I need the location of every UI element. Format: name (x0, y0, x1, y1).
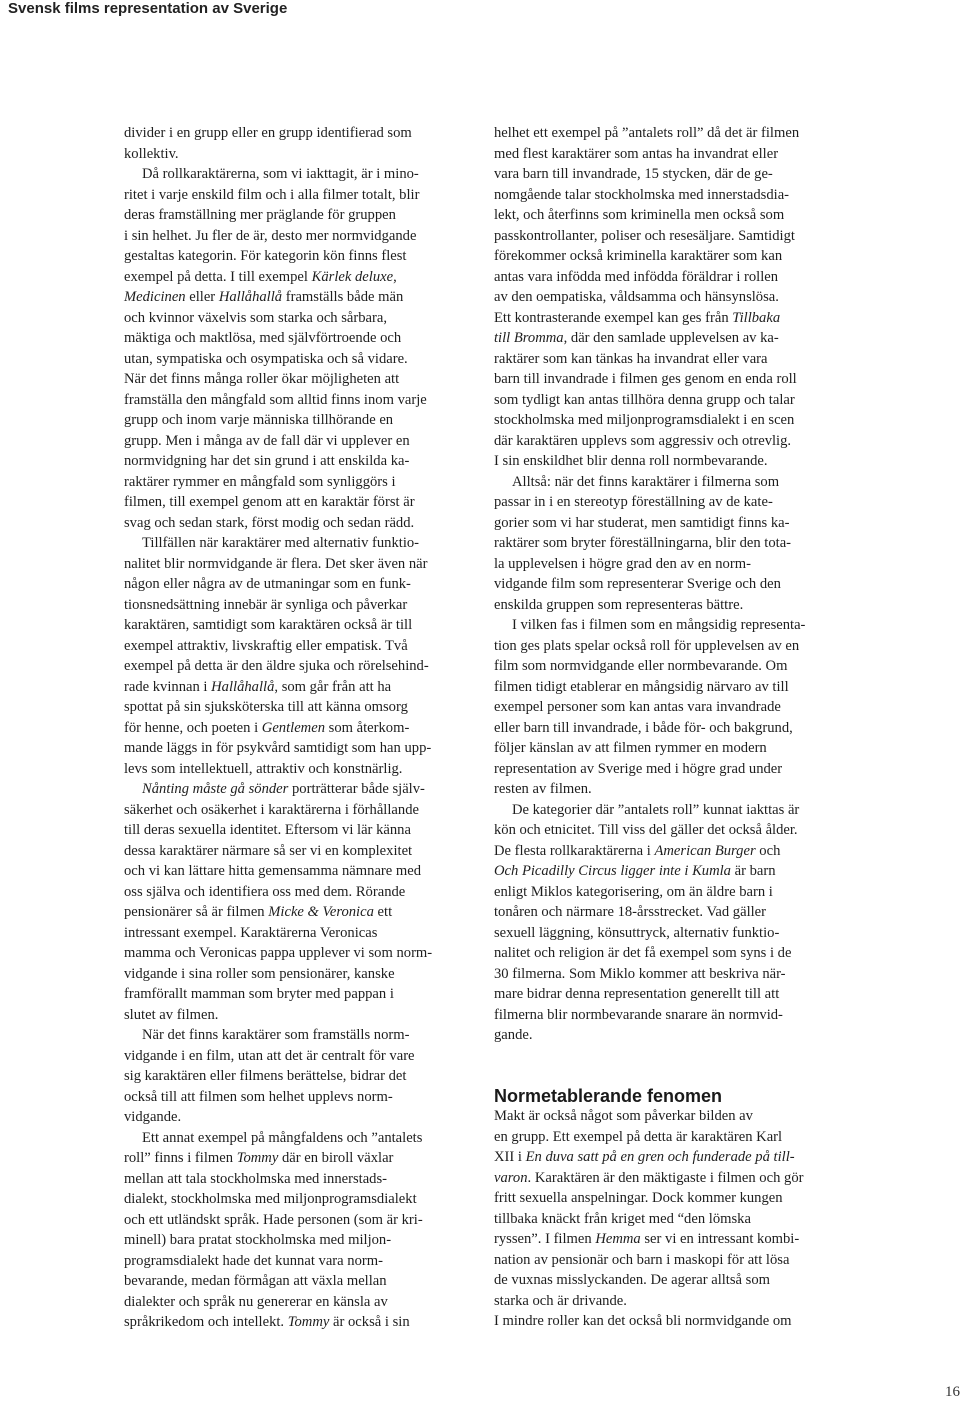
text-run: ritet i varje enskild film och i alla filmer totalt, blir (124, 186, 420, 203)
text-line (124, 800, 474, 821)
text-run: exempel attraktiv, livskraftig eller empatisk. Två (124, 637, 408, 654)
text-run: säkerhet och osäkerhet i karaktärerna i förhållande (124, 801, 419, 818)
text-line (494, 820, 844, 841)
film-title: Och Picadilly Circus ligger inte i Kumla (494, 863, 731, 879)
film-title: Medicinen (124, 289, 186, 305)
text-line (124, 1210, 474, 1231)
text-run: I sin enskildhet blir denna roll normbevarande. (494, 453, 768, 469)
text-line (494, 246, 844, 267)
text-run: kön och etnicitet. Till viss del gäller det också ålder. (494, 822, 798, 838)
text-line (494, 1127, 844, 1148)
text-line (494, 800, 844, 821)
text-line (494, 1005, 844, 1026)
text-run: språkrikedom och intellekt. (124, 1314, 288, 1330)
text-line (494, 164, 844, 185)
text-line (124, 513, 474, 534)
film-title: En duva satt på en gren och funderade på till- (525, 1149, 795, 1165)
text-run: filmerna blir normbevarande snarare än normvid- (494, 1006, 783, 1023)
text-run: intressant exempel. Karaktärerna Veronicas (124, 924, 378, 941)
text-line (494, 1229, 844, 1250)
text-run: en grupp. Ett exempel på detta är karaktären Karl (494, 1128, 783, 1145)
film-title: varon (494, 1169, 528, 1186)
text-run: nation av pensionär och barn i maskopi för att lösa (494, 1251, 790, 1268)
text-run: Makt är också något som påverkar bilden av (494, 1108, 753, 1124)
text-run: slutet av filmen. (124, 1006, 219, 1023)
text-line (124, 390, 474, 411)
text-run: någon eller några av de utmaningar som en funk- (124, 576, 411, 592)
text-run: normvidgning har det sin grund i att enskilda ka- (124, 453, 410, 469)
text-run: , som går från att ha (274, 678, 392, 695)
text-run: framförallt mamman som bryter med pappan i (124, 986, 394, 1002)
text-run: oss själva och identifiera oss med dem. Rörande (124, 883, 406, 900)
text-run: minell) bara pratat stockholmska med miljon- (124, 1232, 392, 1248)
film-title: Tommy (236, 1150, 279, 1166)
text-run: exempel på detta är den äldre sjuka och rörelsehind- (124, 658, 429, 674)
text-line (494, 1250, 844, 1271)
text-run: enligt Miklos kategorisering, om än äldre barn i (494, 883, 773, 900)
text-line (494, 287, 844, 308)
text-run: , där den samlade upplevelsen av ka- (563, 330, 779, 346)
text-run: där karaktären upplevs som aggressiv och otrevlig. (494, 432, 792, 449)
text-line (494, 656, 844, 677)
text-line (494, 267, 844, 288)
text-line (494, 697, 844, 718)
text-run: spottat på sin sjuksköterska till att känna omsorg (124, 699, 408, 715)
text-run: fritt sexuella anspelningar. Dock kommer kungen (494, 1190, 783, 1206)
text-run: roll” finns i filmen (124, 1150, 237, 1166)
text-line (124, 1025, 474, 1046)
text-run: framställa den mångfald som alltid finns inom varje (124, 391, 427, 408)
text-run: Då rollkaraktärerna, som vi iakttagit, är i mino- (142, 166, 419, 182)
text-line (494, 1291, 844, 1312)
text-run: ett (373, 904, 393, 920)
text-line (124, 820, 474, 841)
text-line (494, 144, 844, 165)
text-run: De flesta rollkaraktärerna i (494, 842, 655, 859)
text-line (494, 902, 844, 923)
text-line (124, 431, 474, 452)
text-run: filmen, till exempel genom att en karaktär först är (124, 494, 415, 510)
text-line (124, 267, 474, 288)
text-line (124, 164, 474, 185)
film-title: Hemma (595, 1231, 641, 1247)
text-line (494, 1025, 844, 1046)
text-run: levs som intellektuell, attraktiv och konstnärlig. (124, 760, 403, 777)
film-title: Tillbaka (732, 309, 781, 326)
text-run: ryssen”. I filmen (494, 1231, 596, 1247)
left-column (124, 123, 474, 1333)
text-line (124, 369, 474, 390)
text-run: I mindre roller kan det också bli normvidgande om (494, 1313, 792, 1329)
text-run: barn till invandrade i filmen ges genom en enda roll (494, 371, 797, 387)
text-run: mamma och Veronicas pappa upplever vi som norm- (124, 945, 433, 961)
text-run: där en biroll växlar (278, 1150, 394, 1166)
text-run: antas vara infödda med infödda föräldrar i rollen (494, 268, 779, 285)
text-line (494, 328, 844, 349)
text-run: exempel personer som kan antas vara invandrade (494, 699, 781, 715)
text-run: med flest karaktärer som antas ha invandrat eller (494, 145, 779, 162)
text-line (124, 656, 474, 677)
text-line (124, 1292, 474, 1313)
text-run: grupp och inom varje människa tillhörande en (124, 412, 394, 428)
text-line (494, 861, 844, 882)
text-run: svag och sedan stark, först modig och sedan rädd. (124, 514, 415, 531)
text-run: mellan att tala stockholmska med innerstads- (124, 1170, 388, 1187)
text-line (494, 226, 844, 247)
text-line (124, 533, 474, 554)
text-run: tion ges plats spelar också roll för upplevelsen av en (494, 637, 800, 654)
text-line (494, 615, 844, 636)
text-run: vidgande i sina roller som pensionärer, kanske (124, 965, 395, 982)
text-line (494, 595, 844, 616)
text-line (124, 718, 474, 739)
text-line (124, 841, 474, 862)
film-title: Kärlek deluxe (311, 268, 394, 285)
text-line (124, 1251, 474, 1272)
text-run: nalitet och religion är det få exempel som syns i de (494, 945, 792, 961)
text-run: I vilken fas i filmen som en mångsidig representa- (512, 617, 806, 633)
text-line (124, 410, 474, 431)
text-line (124, 1087, 474, 1108)
film-title: American Burger (654, 842, 756, 859)
text-line (494, 984, 844, 1005)
text-line (124, 308, 474, 329)
text-line (124, 287, 474, 308)
text-run: porträtterar både själv- (288, 781, 425, 797)
text-run: nomgående talar stockholmska med innerstadsdia- (494, 186, 790, 203)
text-run: för henne, och poeten i (124, 719, 262, 736)
text-run: i sin helhet. Ju fler de är, desto mer normvidgande (124, 227, 417, 244)
text-run: vidgande film som representerar Sverige och den (494, 576, 781, 592)
text-line (494, 1147, 844, 1168)
text-run: vara barn till invandrade, 15 stycken, där de ge- (494, 166, 773, 182)
text-run: dialekt, stockholmska med miljonprogramsdialekt (124, 1191, 417, 1207)
text-run: gorier som vi har studerat, men samtidigt finns ka- (494, 514, 790, 531)
text-line (124, 185, 474, 206)
section-body (494, 1106, 844, 1332)
text-run: Tillfällen när karaktärer med alternativ funktio- (142, 535, 420, 551)
text-line (124, 1312, 474, 1333)
text-line (494, 533, 844, 554)
text-line (494, 308, 844, 329)
text-line (494, 513, 844, 534)
text-run: . Karaktären är den mäktigaste i filmen och gör (527, 1169, 804, 1186)
text-run: också till att filmen som helhet upplevs norm- (124, 1088, 393, 1105)
text-run: De kategorier där ”antalets roll” kunnat iakttas är (512, 801, 800, 818)
text-run: deras framställning mer präglande för gruppen (124, 207, 396, 223)
text-line (124, 1230, 474, 1251)
text-run: divider i en grupp eller en grupp identifierad som (124, 125, 412, 141)
text-line (494, 472, 844, 493)
text-run: raktärer rymmer en mångfald som synliggörs i (124, 473, 396, 490)
text-run: lekt, och återfinns som kriminella men också som (494, 207, 785, 223)
text-run: vidgande. (124, 1109, 182, 1125)
film-title: Gentlemen (261, 719, 325, 736)
text-line (124, 902, 474, 923)
text-run: tillbaka knäckt från kriget med “den lömska (494, 1210, 751, 1227)
right-column (494, 123, 844, 1332)
text-line (494, 431, 844, 452)
film-title: Hallåhallå (218, 289, 283, 305)
text-run: mare bidrar denna representation generellt till att (494, 986, 780, 1002)
text-line (494, 1188, 844, 1209)
text-line (124, 779, 474, 800)
text-run: Ett kontrasterande exempel kan ges från (494, 309, 733, 326)
text-run: gestaltas kategorin. För kategorin kön finns flest (124, 248, 407, 264)
text-run: filmen tidigt etablerar en mångsidig närvaro av till (494, 678, 789, 695)
text-run: sig karaktären eller filmens berättelse, bidrar det (124, 1068, 407, 1084)
text-line (124, 759, 474, 780)
section-heading: Normetablerande fenomen (494, 1085, 723, 1106)
text-line (494, 718, 844, 739)
text-run: som återkom- (325, 719, 410, 736)
text-line (124, 595, 474, 616)
text-line (124, 1066, 474, 1087)
text-run: gande. (494, 1027, 533, 1043)
text-line (124, 1148, 474, 1169)
text-line (124, 554, 474, 575)
text-run: karaktären, samtidigt som karaktären också är till (124, 617, 413, 633)
text-line (494, 205, 844, 226)
text-line (124, 349, 474, 370)
text-run: representation av Sverige med i högre grad under (494, 760, 783, 777)
text-run: pensionärer så är filmen (124, 904, 269, 920)
text-line (494, 1168, 844, 1189)
text-line (494, 410, 844, 431)
text-run: raktärer som bryter föreställningarna, blir den tota- (494, 535, 792, 551)
text-line (494, 923, 844, 944)
text-line (124, 615, 474, 636)
text-run: raktärer som kan tänkas ha invandrat eller vara (494, 350, 768, 367)
text-line (494, 492, 844, 513)
running-header: Svensk films representation av Sverige (8, 0, 288, 17)
text-run: är också i sin (329, 1314, 410, 1330)
film-title: Hallåhallå (211, 678, 275, 695)
text-line (124, 574, 474, 595)
text-run: Ett annat exempel på mångfaldens och ”antalets (142, 1129, 423, 1146)
text-line (494, 636, 844, 657)
text-run: Alltså: när det finns karaktärer i filmerna som (512, 473, 780, 490)
text-line (494, 390, 844, 411)
text-line (124, 1271, 474, 1292)
text-line (494, 759, 844, 780)
text-run: är barn (730, 863, 776, 879)
text-line (494, 943, 844, 964)
text-line (494, 882, 844, 903)
text-line (124, 328, 474, 349)
film-title: Tommy (287, 1314, 330, 1330)
text-run: som tydligt kan antas tillhöra denna grupp och talar (494, 391, 795, 408)
text-line (494, 964, 844, 985)
text-run: följer känslan av att filmen rymmer en modern (494, 740, 767, 756)
text-line (124, 226, 474, 247)
text-line (494, 677, 844, 698)
text-line (124, 472, 474, 493)
text-line (124, 697, 474, 718)
text-line (124, 1128, 474, 1149)
text-run: dialekter och språk nu genererar en känsla av (124, 1293, 388, 1310)
text-line (124, 677, 474, 698)
text-run: vidgande i en film, utan att det är centralt för vare (124, 1047, 415, 1064)
text-run: tionsnedsättning innebär är synliga och påverkar (124, 596, 408, 613)
text-line (124, 943, 474, 964)
text-run: bevarande, medan förmågan att växla mellan (124, 1273, 387, 1289)
text-run: stockholmska med miljonprogramsdialekt i en scen (494, 412, 795, 428)
text-run: grupp. Men i många av de fall där vi upplever en (124, 432, 410, 449)
text-run: av den oempatiska, våldsamma och hänsynslösa. (494, 289, 779, 305)
text-line (124, 923, 474, 944)
text-line (124, 205, 474, 226)
text-line (494, 123, 844, 144)
text-run: och vi kan lättare hitta gemensamma nämnare med (124, 863, 422, 879)
text-line (494, 841, 844, 862)
right-column-body (494, 123, 844, 1046)
text-run: film som normvidgande eller normbevarande. Om (494, 658, 788, 674)
text-line (124, 1107, 474, 1128)
text-line (124, 964, 474, 985)
text-line (494, 1270, 844, 1291)
page-number: 16 (945, 1384, 960, 1400)
text-run: passkontrollanter, poliser och resesäljare. Samtidigt (494, 227, 795, 244)
text-run: de vuxnas misslyckanden. De agerar alltså som (494, 1272, 770, 1288)
text-run: När det finns karaktärer som framställs norm- (142, 1027, 410, 1043)
text-run: och ett utländskt språk. Hade personen (som är kri- (124, 1211, 423, 1228)
text-run: När det finns många roller ökar möjligheten att (124, 371, 400, 387)
text-line (494, 738, 844, 759)
text-run: nalitet blir normvidgande är flera. Det sker även när (124, 555, 428, 572)
text-run: starka och är drivande. (494, 1292, 627, 1309)
text-line (494, 574, 844, 595)
text-run: programsdialekt hade det kunnat vara norm- (124, 1252, 383, 1269)
text-run: la upplevelsen i högre grad den av en norm- (494, 555, 751, 572)
text-run: enskilda gruppen som representeras bättre. (494, 596, 744, 613)
film-title: Micke & Veronica (268, 904, 374, 920)
text-run: exempel på detta. I till exempel (124, 268, 312, 285)
text-line (494, 185, 844, 206)
text-run: passar in i en stereotyp föreställning av de kate- (494, 494, 773, 510)
text-run: kollektiv. (124, 145, 179, 162)
text-line (124, 861, 474, 882)
text-run: framställs både män (282, 289, 404, 305)
text-run: och (755, 842, 781, 859)
text-line (494, 349, 844, 370)
text-run: resten av filmen. (494, 781, 592, 797)
text-line (494, 554, 844, 575)
text-line (124, 1169, 474, 1190)
text-run: eller (185, 289, 219, 305)
text-line (124, 246, 474, 267)
text-run: sexuell läggning, könsuttryck, alternativ funktio- (494, 924, 780, 941)
text-run: utan, sympatiska och osympatiska och så vidare. (124, 350, 408, 367)
text-run: , (393, 268, 397, 285)
text-line (494, 369, 844, 390)
text-line (494, 1106, 844, 1127)
text-line (494, 451, 844, 472)
text-line (124, 984, 474, 1005)
film-title: till Bromma (494, 330, 564, 346)
text-line (494, 1209, 844, 1230)
text-line (124, 738, 474, 759)
text-line (124, 144, 474, 165)
text-run: till deras sexuella identitet. Eftersom vi lär känna (124, 822, 411, 838)
text-run: XII i (494, 1149, 526, 1165)
text-line (124, 492, 474, 513)
text-run: rade kvinnan i (124, 678, 212, 695)
text-run: tonåren och närmare 18-årsstrecket. Vad gäller (494, 904, 767, 920)
text-run: mande läggs in för psykvård samtidigt som han upp- (124, 740, 432, 756)
text-line (124, 882, 474, 903)
text-line (124, 1189, 474, 1210)
text-run: ser vi en intressant kombi- (640, 1231, 800, 1247)
text-line (124, 451, 474, 472)
text-line (124, 636, 474, 657)
text-run: och kvinnor växelvis som starka och sårbara, (124, 309, 388, 326)
text-line (124, 1005, 474, 1026)
text-line (124, 1046, 474, 1067)
text-run: förekommer också kriminella karaktärer som kan (494, 248, 783, 264)
text-line (494, 1311, 844, 1332)
text-run: 30 filmerna. Som Miklo kommer att beskriva när- (494, 965, 786, 982)
text-line (124, 123, 474, 144)
section-spacer (494, 1046, 844, 1086)
film-title: Nånting måste gå sönder (142, 781, 289, 797)
text-run: mäktiga och maktlösa, med självförtroende och (124, 330, 402, 346)
text-run: dessa karaktärer närmare så ser vi en komplexitet (124, 842, 413, 859)
text-line (494, 779, 844, 800)
text-run: helhet ett exempel på ”antalets roll” då det är filmen (494, 125, 800, 141)
text-run: eller barn till invandrade, i både för- och bakgrund, (494, 719, 793, 736)
